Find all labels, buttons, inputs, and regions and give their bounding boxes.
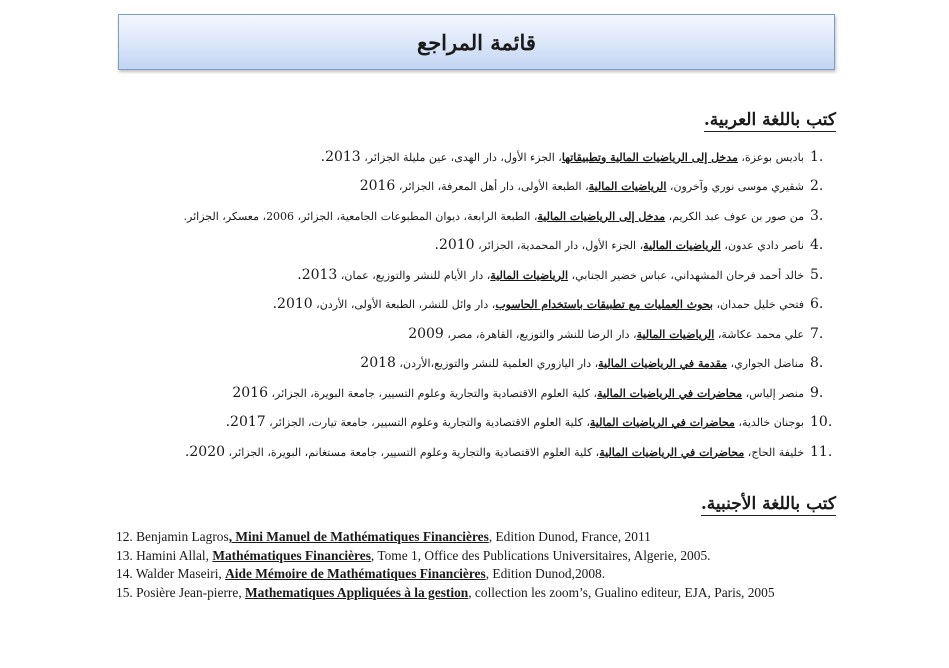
reference-details: ، كلية العلوم الاقتصادية والتجارية وعلوم التسيير، جامعة تيارت، الجزائر،: [265, 416, 590, 430]
reference-author: بوجنان خالدية،: [734, 416, 804, 430]
list-item: [116, 349, 836, 379]
reference-details: ، دار وائل للنشر، الطبعة الأولى، الأردن،: [312, 298, 496, 312]
list-item: [116, 548, 836, 565]
list-item: [116, 585, 836, 602]
reference-details: , Edition Dunod,2008.: [485, 566, 606, 581]
item-number: .4: [810, 237, 824, 254]
item-number: .2: [810, 178, 824, 195]
reference-title: مدخل إلى الرياضيات المالية: [537, 209, 666, 223]
item-number: .1: [810, 148, 824, 165]
reference-author: خليفة الحاج،: [744, 445, 804, 459]
reference-details: ، كلية العلوم الاقتصادية والتجارية وعلوم التسيير، جامعة البويرة، الجزائر،: [267, 386, 598, 400]
reference-title: محاضرات في الرياضيات المالية: [599, 445, 745, 459]
heading-foreign-books: كتب باللغة الأجنبية.: [700, 494, 836, 514]
reference-text: [232, 385, 810, 401]
list-item: [116, 201, 836, 231]
reference-year: 2016: [359, 178, 396, 195]
reference-author: مناضل الجواري،: [727, 357, 804, 371]
reference-year: 2013.: [297, 266, 338, 283]
list-item: [116, 378, 836, 408]
reference-year: 2017.: [225, 414, 266, 431]
list-item: [116, 260, 836, 290]
reference-title: محاضرات في الرياضيات المالية: [589, 416, 735, 430]
reference-title: محاضرات في الرياضيات المالية: [597, 386, 743, 400]
reference-text: [184, 208, 810, 224]
reference-details: ، الطبعة الأولى، دار أهل المعرفة، الجزائر،: [395, 180, 589, 194]
reference-text: [408, 326, 810, 342]
reference-author: علي محمد عكاشة،: [714, 327, 804, 341]
reference-text: [185, 444, 810, 460]
item-number: .6: [810, 296, 824, 313]
reference-author: خالد أحمد فرحان المشهداني، عباس خضير الجنابي،: [568, 268, 804, 282]
arabic-reference-list: [116, 142, 836, 467]
list-item: [116, 529, 836, 546]
reference-year: 2020.: [184, 443, 226, 460]
reference-details: , Edition Dunod, France, 2011: [488, 529, 651, 544]
reference-title: الرياضيات المالية: [588, 180, 667, 194]
reference-title: , Mini Manuel de Mathématiques Financières: [228, 529, 489, 544]
item-number: .3: [810, 207, 824, 224]
reference-details: ، دار اليازوري العلمية للنشر والتوزيع،الأردن،: [395, 357, 599, 371]
reference-text: [360, 178, 810, 194]
reference-title: الرياضيات المالية: [636, 327, 715, 341]
list-item: [116, 172, 836, 202]
list-item: [116, 566, 836, 583]
reference-year: 2009: [408, 325, 444, 342]
reference-details: , Tome 1, Office des Publications Universitaires, Algerie, 2005.: [370, 547, 711, 563]
reference-author: 13. Hamini Allal,: [116, 547, 213, 563]
list-item: [116, 231, 836, 261]
reference-title: مقدمة في الرياضيات المالية: [598, 357, 728, 371]
reference-details: ، الطبعة الرابعة، ديوان المطبوعات الجامعية، الجزائر، 2006، معسكر، الجزائر.: [183, 209, 538, 223]
heading-arabic-books: كتب باللغة العربية.: [703, 110, 836, 130]
reference-author: باديس بوعزة،: [737, 150, 804, 164]
reference-author: 12. Benjamin Lagros: [116, 529, 229, 544]
list-item: [116, 437, 836, 467]
reference-title: Aide Mémoire de Mathématiques Financières: [225, 566, 486, 581]
list-item: [116, 290, 836, 320]
reference-details: , collection les zoom’s, Gualino editeur, EJA, Paris, 2005: [468, 584, 775, 600]
list-item: [116, 142, 836, 172]
reference-title: بحوث العمليات مع تطبيقات باستخدام الحاسوب: [495, 298, 713, 312]
item-number: .9: [810, 384, 824, 401]
reference-year: 2018: [360, 355, 396, 372]
page-title: قائمة المراجع: [417, 29, 536, 55]
item-number: .8: [810, 355, 824, 372]
reference-details: ، دار الرضا للنشر والتوزيع، القاهرة، مصر،: [443, 327, 637, 341]
reference-text: [273, 296, 810, 312]
foreign-reference-list: [116, 529, 836, 603]
reference-details: ، الجزء الأول، دار الهدى، عين مليلة الجزائر،: [360, 150, 562, 164]
reference-author: شقيري موسى نوري وآخرون،: [666, 180, 804, 194]
reference-author: 15. Posière Jean-pierre,: [116, 584, 246, 600]
reference-author: منصر إلياس،: [742, 386, 804, 400]
reference-year: 2010.: [272, 296, 313, 313]
reference-author: 14. Walder Maseiri,: [116, 566, 226, 581]
reference-details: ، الجزء الأول، دار المحمدية، الجزائر،: [474, 239, 644, 253]
reference-title: Mathematiques Appliquées à la gestion: [245, 584, 469, 600]
reference-title: مدخل إلى الرياضيات المالية وتطبيقاتها: [561, 150, 738, 164]
reference-text: [321, 149, 810, 165]
list-item: [116, 408, 836, 438]
reference-text: [360, 355, 810, 371]
reference-year: 2016: [232, 384, 268, 401]
reference-title: الرياضيات المالية: [643, 239, 721, 253]
reference-title: الرياضيات المالية: [490, 268, 569, 282]
reference-title: Mathématiques Financières: [212, 547, 371, 563]
reference-author: ناصر دادي عدون،: [720, 239, 804, 253]
list-item: [116, 319, 836, 349]
reference-text: [435, 237, 811, 253]
item-number: .7: [810, 325, 824, 342]
page-title-banner: [118, 14, 835, 70]
reference-year: 2013.: [320, 148, 361, 165]
item-number: .10: [810, 414, 833, 431]
reference-year: 2010.: [434, 237, 475, 254]
reference-author: فتحي خليل حمدان،: [712, 298, 804, 312]
reference-author: من صور بن عوف عبد الكريم،: [665, 209, 804, 223]
reference-details: ، دار الأيام للنشر والتوزيع، عمان،: [337, 268, 491, 282]
reference-text: [297, 267, 810, 283]
item-number: .11: [810, 443, 833, 460]
item-number: .5: [810, 266, 824, 283]
reference-details: ، كلية العلوم الاقتصادية والتجارية وعلوم التسيير، جامعة مستغانم، البويرة، الجزائر،: [225, 445, 600, 459]
reference-text: [226, 414, 810, 430]
